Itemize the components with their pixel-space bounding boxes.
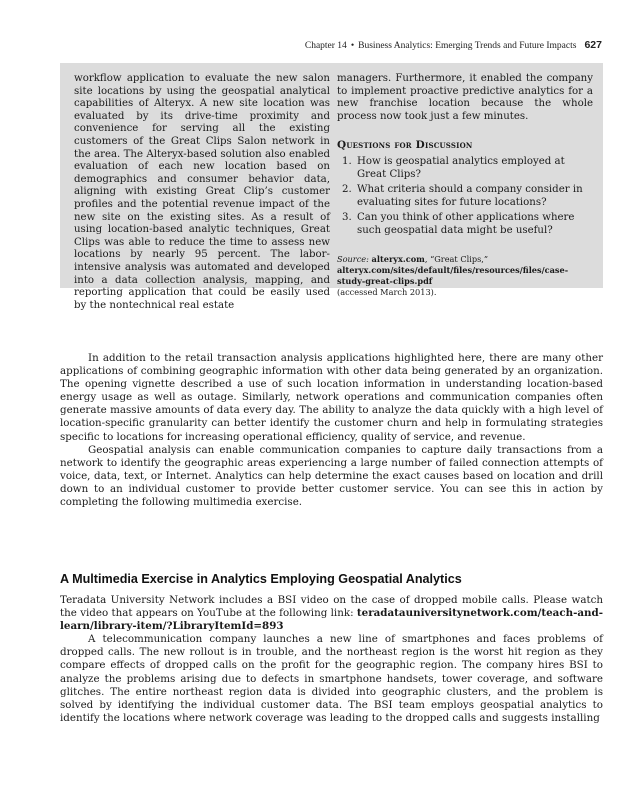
source-link-2[interactable]: alteryx.com/sites/default/files/resources/files/case-study-great-clips.pdf xyxy=(337,264,569,286)
chapter-title: Business Analytics: Emerging Trends and Future Impacts xyxy=(358,41,577,51)
section-paragraph-text: Teradata University Network includes a BSI video on the case of dropped mobile calls. Please watch the video that appears on YouTube at the following link: xyxy=(60,594,603,620)
body-text xyxy=(60,352,603,509)
section-paragraph xyxy=(60,594,603,633)
body-paragraph: In addition to the retail transaction analysis applications highlighted here, there are many other applications of combining geographic information with other data being generated by an organization. The opening vignette described a use of such location information in understanding location-based energy usage as well as outage. Similarly, network operations and communication companies often generate massive amounts of data every day. The ability to analyze the data quickly with a high level of location-specific granularity can better identify the customer churn and help in formulating strategies specific to locations for increasing operational efficiency, quality of service, and revenue. xyxy=(60,352,603,443)
case-study-box xyxy=(60,63,603,311)
video-link[interactable]: teradatauniversitynetwork.com/teach-and-learn/library-item/?LibraryItemId=893 xyxy=(60,607,603,633)
running-header xyxy=(60,39,602,51)
source-citation xyxy=(337,254,593,298)
source-link-1[interactable]: alteryx.com xyxy=(371,253,425,264)
section-body xyxy=(60,594,603,725)
section-paragraph: A telecommunication company launches a new line of smartphones and faces problems of dropped calls. The new rollout is in trouble, and the northeast region is the worst hit region as they compare effects of dropped calls on the profit for the geographic region. The company hires BSI to analyze the problems arising due to defects in smartphone handsets, tower coverage, and software glitches. The entire northeast region data is divided into geographic clusters, and the problem is solved by identifying the individual customer data. The BSI team employs geospatial analytics to identify the locations where network coverage was leading to the dropped calls and suggests installing xyxy=(60,633,603,724)
body-paragraph: Geospatial analysis can enable communication companies to capture daily transactions from a network to identify the geographic areas experiencing a large number of failed connection attempts of voice, data, text, or Internet. Analytics can help determine the exact causes based on location and drill down to an individual customer to provide better customer service. You can see this in action by completing the following multimedia exercise. xyxy=(60,443,603,509)
page-number: 627 xyxy=(584,39,602,51)
case-left-column: workflow application to evaluate the new salon site locations by using the geospatial analytical capabilities of Alteryx. A new site location was evaluated by its drive-time proximity and convenience for serving all the existing customers of the Great Clips Salon network in the area. The Alteryx-based solution also enabled evaluation of each new location based on demographics and consumer behavior data, aligning with existing Great Clip’s customer profiles and the potential revenue impact of the new site on the existing sites. As a result of using location-based analytic techniques, Great Clips was able to reduce the time to assess new locations by nearly 95 percent. The labor-intensive analysis was automated and developed into a data collection analysis, mapping, and reporting application that could be easily used by the nontechnical real estate xyxy=(74,73,330,311)
question-item: 1. How is geospatial analytics employed at Great Clips? xyxy=(355,156,593,181)
questions-heading: Questions for Discussion xyxy=(337,139,473,152)
case-right-text: managers. Furthermore, it enabled the company to implement proactive predictive analytics for a new franchise location because the whole process now took just a few minutes. xyxy=(337,73,593,122)
chapter-label: Chapter 14 xyxy=(304,41,347,51)
header-bullet: • xyxy=(350,41,355,51)
question-item: 3. Can you think of other applications where such geospatial data might be useful? xyxy=(355,212,593,237)
source-label: Source: xyxy=(337,253,369,264)
questions-list xyxy=(337,156,593,238)
question-item: 2. What criteria should a company consider in evaluating sites for future locations? xyxy=(355,184,593,209)
section-heading: A Multimedia Exercise in Analytics Employing Geospatial Analytics xyxy=(60,572,462,586)
source-text: , “Great Clips,” xyxy=(424,253,489,264)
case-right-column xyxy=(337,73,593,298)
source-accessed: (accessed March 2013). xyxy=(337,286,437,297)
